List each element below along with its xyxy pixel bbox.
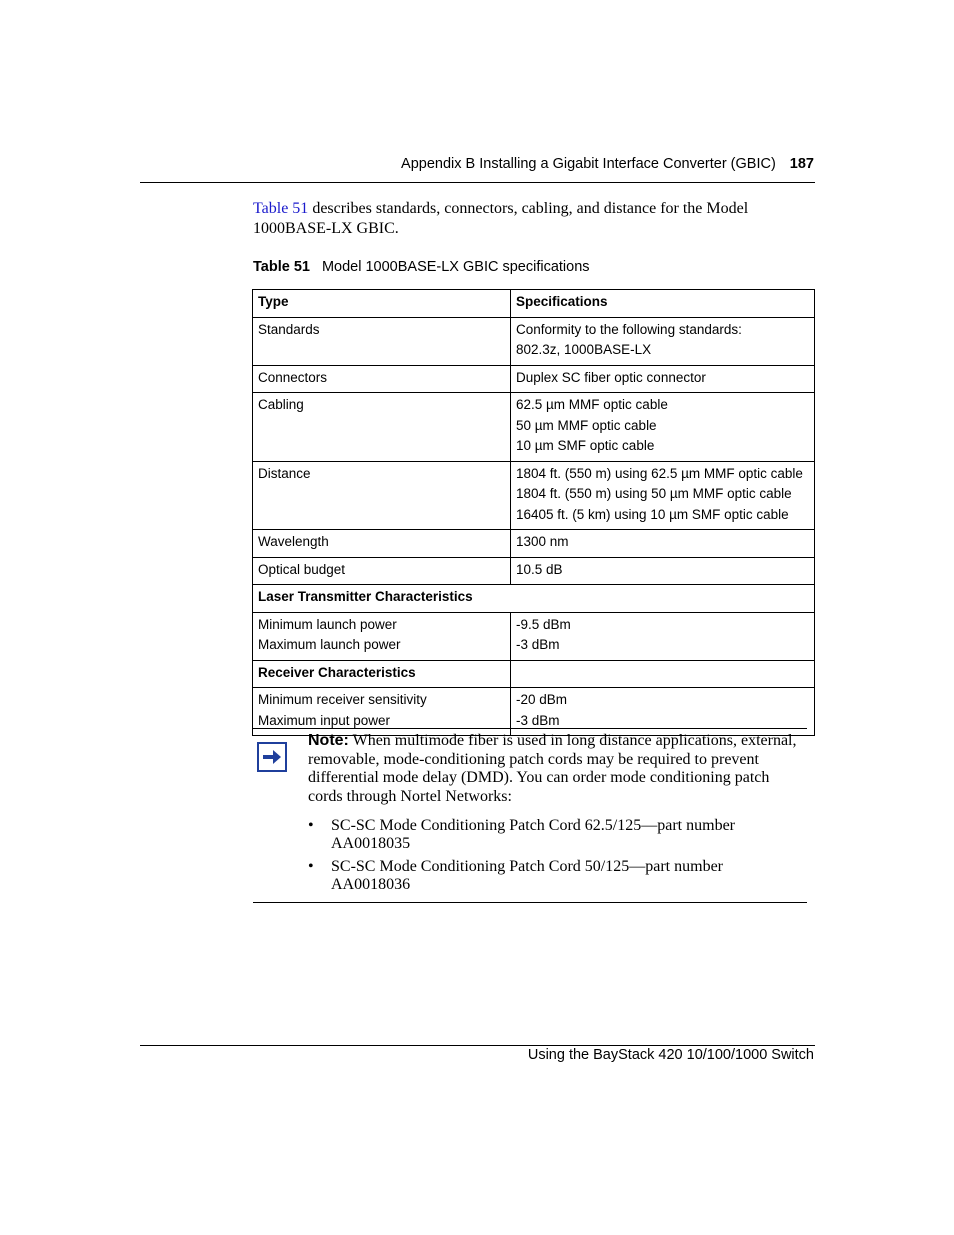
table-row — [253, 317, 815, 365]
note-text — [308, 732, 808, 806]
type-cell: Optical budget — [253, 557, 511, 585]
spec-line: Duplex SC fiber optic connector — [516, 369, 706, 385]
note-bottom-rule — [253, 902, 807, 903]
table-cross-reference-link[interactable]: Table 51 — [253, 200, 309, 217]
table-row — [253, 530, 815, 558]
spec-line: -3 dBm — [516, 712, 560, 728]
header-title: Appendix B Installing a Gigabit Interface Converter (GBIC) — [401, 156, 776, 172]
intro-text-line1: describes standards, connectors, cabling, and distance for the Model — [308, 200, 749, 217]
type-line: Maximum input power — [258, 712, 391, 728]
bullet-text: SC-SC Mode Conditioning Patch Cord 62.5/125—part number AA0018035 — [331, 817, 735, 852]
type-cell: Wavelength — [253, 530, 511, 558]
specifications-table — [252, 289, 815, 736]
spec-cell — [511, 461, 815, 530]
type-cell: Standards — [253, 317, 511, 365]
note-label: Note: — [308, 732, 349, 749]
spec-cell — [511, 557, 815, 585]
table-caption-title: Model 1000BASE-LX GBIC specifications — [321, 259, 590, 275]
spec-line: 802.3z, 1000BASE-LX — [516, 342, 652, 357]
spec-line: 50 µm MMF optic cable — [516, 417, 657, 433]
spec-cell — [511, 612, 815, 660]
spec-line: 62.5 µm MMF optic cable — [516, 397, 668, 412]
table-caption-number: Table 51 — [253, 259, 310, 275]
running-footer: Using the BayStack 420 10/100/1000 Switch — [527, 1047, 814, 1063]
column-header-type: Type — [253, 290, 511, 318]
header-rule — [140, 182, 815, 183]
spec-line: -3 dBm — [516, 637, 560, 652]
empty-cell — [511, 660, 815, 688]
type-cell — [253, 612, 511, 660]
note-top-rule — [253, 728, 807, 729]
spec-line: Conformity to the following standards: — [516, 321, 742, 337]
table-row — [253, 461, 815, 530]
spec-line: 1804 ft. (550 m) using 50 µm MMF optic cable — [516, 486, 792, 501]
spec-line: 1804 ft. (550 m) using 62.5 µm MMF optic cable — [516, 465, 803, 481]
spec-line: 10 µm SMF optic cable — [516, 438, 655, 453]
spec-cell — [511, 317, 815, 365]
running-header — [140, 156, 814, 176]
table-section-row — [253, 585, 815, 613]
intro-paragraph — [253, 199, 813, 239]
spec-line: -20 dBm — [516, 692, 568, 707]
bullet-text: SC-SC Mode Conditioning Patch Cord 50/125—part number AA0018036 — [331, 858, 723, 893]
list-item — [308, 858, 788, 894]
arrow-right-icon — [257, 742, 287, 772]
bullet-marker: • — [308, 817, 314, 834]
note-body-text: When multimode fiber is used in long distance applications, external, removable, mode-conditioning patch cords may be required to prevent differential mode delay (DMD). You can order mode conditioning patch cords through Nortel Networks: — [308, 732, 797, 805]
table-header-row — [253, 290, 815, 318]
intro-text-line2: 1000BASE-LX GBIC. — [253, 220, 399, 237]
spec-line: -9.5 dBm — [516, 616, 571, 632]
spec-cell — [511, 365, 815, 393]
note-bullet-list — [308, 817, 788, 899]
page-number: 187 — [789, 156, 814, 172]
list-item — [308, 817, 788, 853]
table-row — [253, 557, 815, 585]
table-section-row — [253, 660, 815, 688]
footer-rule — [140, 1045, 815, 1046]
spec-cell — [511, 393, 815, 462]
type-cell: Distance — [253, 461, 511, 530]
spec-cell — [511, 530, 815, 558]
table-caption — [253, 259, 813, 275]
type-cell: Cabling — [253, 393, 511, 462]
type-line: Maximum launch power — [258, 637, 401, 652]
type-line: Minimum receiver sensitivity — [258, 692, 427, 707]
spec-line: 16405 ft. (5 km) using 10 µm SMF optic cable — [516, 506, 789, 522]
bullet-marker: • — [308, 858, 314, 875]
spec-line: 10.5 dB — [516, 561, 563, 577]
type-cell: Connectors — [253, 365, 511, 393]
type-line: Minimum launch power — [258, 616, 397, 632]
table-row — [253, 393, 815, 462]
column-header-specifications: Specifications — [511, 290, 815, 318]
section-heading-laser-transmitter: Laser Transmitter Characteristics — [253, 585, 815, 613]
section-heading-receiver: Receiver Characteristics — [253, 660, 511, 688]
table-row — [253, 365, 815, 393]
table-row — [253, 612, 815, 660]
spec-line: 1300 nm — [516, 534, 569, 549]
